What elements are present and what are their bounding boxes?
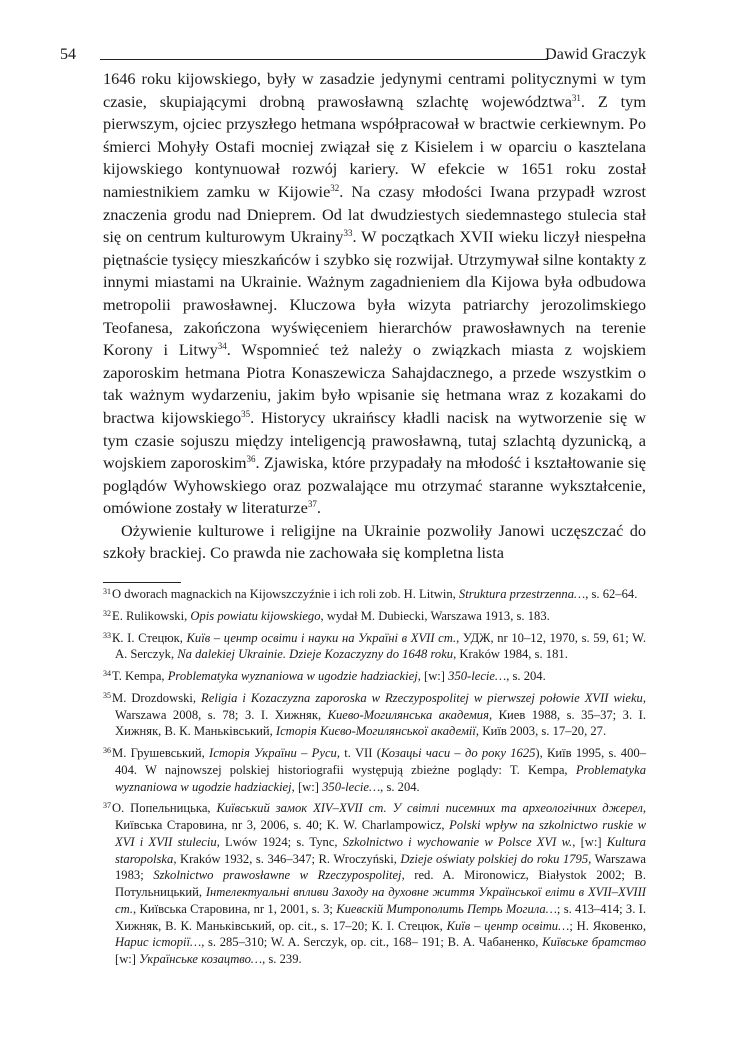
italic-text: Киевскій Митрополить Петрь Могила… bbox=[336, 901, 557, 916]
italic-text: Козацьі часи – до року 1625 bbox=[380, 746, 536, 760]
italic-text: Київське братство bbox=[542, 935, 646, 950]
text-run: . bbox=[316, 498, 321, 518]
text-run: T. Kempa, bbox=[112, 669, 168, 683]
footnote-number: 34 bbox=[103, 669, 111, 678]
header-rule bbox=[100, 59, 548, 60]
text-run: , Київська Старовина, nr 3, 2006, s. 40; K. W. Charlampowicz, bbox=[115, 801, 646, 832]
italic-text: Нарис історії… bbox=[115, 935, 202, 950]
paragraph bbox=[103, 68, 646, 520]
text-run: , [w:] bbox=[572, 834, 607, 849]
footnote-separator bbox=[103, 582, 181, 583]
text-run: , Warszawa 2008, s. 78; З. І. Хижняк, bbox=[115, 690, 646, 722]
footnote-ref: 37 bbox=[307, 499, 317, 510]
footnote-ref: 33 bbox=[343, 228, 353, 239]
italic-text: Opis powiatu kijowskiego bbox=[190, 608, 321, 623]
text-run: . Zjawiska, które przypadały na młodość i kształtowanie się poglądów Wyhowskiego oraz pozwalające mu otrzymać staranne wykształcenie, omówione zostały w literaturze bbox=[103, 453, 646, 518]
text-run: Ożywienie kulturowe i religijne na Ukrainie pozwoliły Janowi uczęszczać do szkoły brackiej. Co prawda nie zachowała się kompletna lista bbox=[103, 520, 646, 563]
text-run: E. Rulikowski, bbox=[112, 608, 191, 623]
footnote-ref: 34 bbox=[217, 341, 227, 352]
footnote bbox=[103, 586, 646, 603]
footnote-ref: 31 bbox=[571, 92, 581, 103]
italic-text: Na dalekiej Ukrainie. Dzieje Kozaczyzny do 1648 roku bbox=[177, 647, 454, 662]
running-header bbox=[60, 46, 646, 68]
text-run: , Warszawa 1983; bbox=[115, 851, 647, 883]
italic-text: Struktura przestrzenna… bbox=[458, 587, 586, 601]
text-run: , s. 204. bbox=[380, 779, 420, 794]
text-run: , s. 204. bbox=[506, 669, 546, 683]
footnote-number: 33 bbox=[103, 630, 111, 640]
italic-text: Історія Києво-Могилянської академії bbox=[275, 724, 476, 739]
italic-text: 350-lecie… bbox=[322, 779, 381, 794]
text-run: . Wspomnieć też należy o związkach miasta z wojskiem zaporoskim hetmana Piotra Konaszewicza Sahajdacznego, a przede wszystkim o tak ważnym wydarzeniu, jakim było wpisanie się hetmana wraz z kozakami do bractwa kijowskiego bbox=[103, 340, 646, 427]
text-run: , Lwów 1924; s. Tync, bbox=[216, 834, 343, 849]
text-run: , [w:] bbox=[417, 669, 449, 683]
text-run: , t. VII ( bbox=[336, 746, 381, 760]
footnote-ref: 32 bbox=[330, 182, 340, 193]
text-run: , s. 285–310; W. A. Serczyk, op. cit., 168– 191; В. А. Чабаненко, bbox=[201, 935, 543, 950]
footnote-number: 36 bbox=[103, 746, 111, 755]
text-run: O dworach magnackich na Kijowszczyźnie i ich roli zob. H. Litwin, bbox=[112, 587, 459, 601]
text-run: , [w:] bbox=[291, 779, 323, 794]
running-title: Dawid Graczyk bbox=[545, 46, 646, 63]
italic-text: Київський замок XIV–XVII ст. У світлі писемних та археологічних джерел bbox=[216, 801, 643, 816]
text-run: ; s. 413–414; З. І. Хижняк, В. К. Маньківський, op. cit., s. 17–20; К. І. Стецюк, bbox=[115, 901, 647, 933]
footnote-ref: 36 bbox=[246, 454, 256, 465]
text-run: , УДЖ, nr 10–12, 1970, s. 59, 61; W. A. Serczyk, bbox=[115, 630, 647, 662]
text-run: . Z tym pierwszym, ojciec przyszłego hetmana współpracował w bractwie cerkiewnym. Po śmierci Mohyły Ostafi mocniej związał się z Kisielem i w oparciu o kasztelana kijowskiego kontynuował rozwój kariery. W efekcie w 1651 roku został namiestnikiem zamku w Kijowie bbox=[103, 91, 646, 201]
italic-text: Київ – центр освіти… bbox=[446, 918, 570, 933]
italic-text: Українське козацтво… bbox=[139, 952, 263, 966]
italic-text: Киево-Могилянська академия bbox=[327, 707, 489, 722]
main-text bbox=[103, 68, 646, 565]
italic-text: Київ – центр освіти і науки на Україні в XVII ст. bbox=[186, 630, 457, 645]
paragraph bbox=[103, 520, 646, 565]
text-run: 1646 roku kijowskiego, były w zasadzie jedynymi centrami politycznymi w tym czasie, skupiającymi drobną prawosławną szlachtę województwa bbox=[103, 69, 646, 111]
italic-text: Kultura staropolska bbox=[115, 834, 646, 866]
footnote bbox=[103, 630, 646, 664]
text-run: , red. A. Mironowicz, Białystok 2002; В. Потульницький, bbox=[115, 868, 646, 899]
footnote bbox=[103, 608, 646, 625]
text-run: К. І. Стецюк, bbox=[112, 630, 187, 645]
italic-text: Problematyka wyznaniowa w ugodzie hadziackiej bbox=[167, 669, 418, 683]
footnote-number: 37 bbox=[103, 801, 111, 811]
footnote bbox=[103, 745, 646, 795]
footnote bbox=[103, 800, 646, 968]
text-run: О. Попельницька, bbox=[112, 801, 217, 816]
italic-text: Polski wpływ na szkolnictwo ruskie w XVI i XVII stuleciu bbox=[115, 818, 646, 849]
footnote bbox=[103, 690, 646, 740]
text-run: , Kraków 1984, s. 181. bbox=[453, 647, 568, 662]
footnote-number: 35 bbox=[103, 690, 111, 700]
text-run: . W początkach XVII wieku liczył niespełna piętnaście tysięcy mieszkańców i szybko się rozwijał. Utrzymywał silne kontakty z innymi miastami na Ukrainie. Ważnym zagadnieniem dla Kijowa była odbudowa metropolii prawosławnej. Kluczowa była wizyta patriarchy jerozolimskiego Teofanesa, zakończona wyświęceniem hierarchów prawosławnych na terenie Korony i Litwy bbox=[103, 227, 647, 360]
text-run: , Київська Старовина, nr 1, 2001, s. 3; bbox=[133, 901, 337, 916]
italic-text: Szkolnictwo i wychowanie w Polsce XVI w. bbox=[342, 834, 573, 849]
text-run: , s. 62–64. bbox=[585, 587, 638, 601]
text-run: . Historycy ukraińscy kładli nacisk na wytworzenie się w tym czasie sojuszu między inteligencją prawosławną, tutaj szlachtą dyzunicką, a wojskiem zaporoskim bbox=[103, 407, 646, 473]
text-run: , Київ 2003, s. 17–20, 27. bbox=[475, 724, 607, 739]
italic-text: Religia i Kozaczyzna zaporoska w Rzeczypospolitej w pierwszej połowie XVII wieku bbox=[201, 690, 643, 705]
text-run: . Na czasy młodości Iwana przypadł wzrost znaczenia grodu nad Dnieprem. Od lat dwudziestych siedemnastego stulecia stał się on centrum kulturowym Ukrainy bbox=[103, 181, 646, 247]
text-run: ; Н. Яковенко, bbox=[569, 918, 647, 933]
italic-text: Szkolnictwo prawosławne w Rzeczypospolitej bbox=[153, 868, 402, 883]
text-run: , s. 239. bbox=[262, 952, 302, 966]
page-number: 54 bbox=[60, 46, 76, 63]
italic-text: Problematyka wyznaniowa w ugodzie hadziackiej bbox=[115, 762, 646, 794]
footnote-ref: 35 bbox=[241, 408, 251, 419]
text-run: [w:] bbox=[115, 952, 140, 966]
text-run: , Kraków 1932, s. 346–347; R. Wroczyński, bbox=[173, 851, 401, 866]
footnote-number: 32 bbox=[103, 608, 111, 618]
footnote bbox=[103, 668, 646, 685]
italic-text: Dzieje oświaty polskiej do roku 1795 bbox=[400, 851, 589, 866]
text-run: М. Грушевський, bbox=[112, 746, 210, 760]
text-run: , Киев 1988, s. 35–37; З. І. Хижняк, В. К. Маньківський, bbox=[115, 707, 646, 739]
text-run: , wydał M. Dubiecki, Warszawa 1913, s. 183. bbox=[320, 608, 550, 623]
italic-text: 350-lecie… bbox=[448, 669, 507, 683]
italic-text: Інтелектуальні впливи Заходу на духовне життя Української еліти в XVII–XVIII ст. bbox=[115, 885, 646, 916]
footnote-number: 31 bbox=[103, 587, 111, 596]
text-run: M. Drozdowski, bbox=[112, 690, 202, 705]
text-run: ), Київ 1995, s. 400–404. W najnowszej polskiej historiografii występują zbieżne poglądy: T. Kempa, bbox=[115, 746, 646, 777]
italic-text: Історія України – Руси bbox=[209, 746, 337, 760]
footnotes bbox=[103, 586, 646, 973]
